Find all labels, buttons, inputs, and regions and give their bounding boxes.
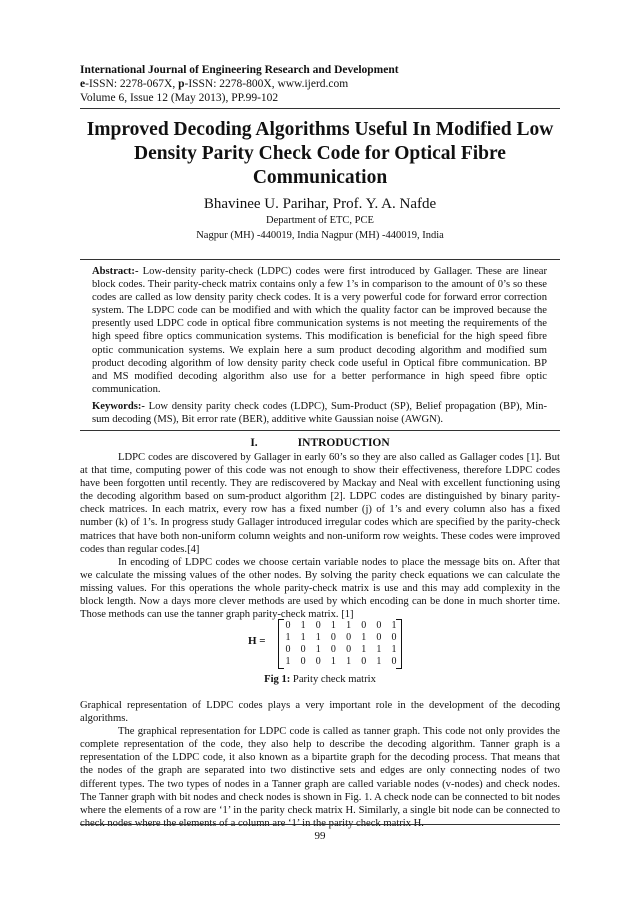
matrix-cell: 0: [300, 656, 306, 667]
matrix-cell: 0: [330, 644, 336, 655]
matrix-cell: 0: [361, 620, 367, 631]
matrix-row: [282, 620, 400, 632]
matrix-cell: 0: [285, 644, 291, 655]
matrix-cell: 0: [391, 632, 397, 643]
header-rule: [80, 108, 560, 109]
location: Nagpur (MH) -440019, India Nagpur (MH) -440019, India: [196, 230, 444, 241]
journal-name: International Journal of Engineering Research and Development: [80, 64, 399, 76]
matrix-cell: 1: [315, 632, 321, 643]
department: Department of ETC, PCE: [266, 215, 374, 226]
matrix-cell: 0: [391, 656, 397, 667]
matrix-cell: 0: [376, 632, 382, 643]
matrix-cell: 1: [315, 644, 321, 655]
intro-paragraph-3: Graphical representation of LDPC codes plays a very important role in the development of the decoding algorithms.: [80, 700, 560, 725]
matrix-cell: 1: [285, 656, 291, 667]
intro-paragraph-4: The graphical representation for LDPC code is called as tanner graph. This code not only provides the complete representation of the code, they also help to describe the decoding algorithm. Tanner graph is a representation of the LDPC code, it also known as a bipartite graph for the decoding process. That means that the nodes of the graph are separated into two distinctive sets and edges are only connecting nodes of two different types. The two types of nodes in a Tanner graph are called variable nodes (v-nodes) and check nodes. The Tanner graph with bit nodes and check nodes is shown in Fig. 1. A check node can be connected to bit nodes where the elements of a row are ‘1’ in the parity check matrix H. Similarly, a single bit node can be connected to check nodes where the elements of a column are ‘1’ in the parity check matrix H.: [80, 726, 560, 829]
matrix-cell: 0: [300, 644, 306, 655]
abstract-rule-top: [80, 259, 560, 260]
matrix-cell: 1: [300, 632, 306, 643]
section-heading: [80, 437, 560, 449]
title-line-2: Density Parity Check Code for Optical Fibre: [134, 143, 506, 164]
matrix-cell: 1: [346, 656, 352, 667]
matrix-cell: 0: [346, 644, 352, 655]
intro-paragraph-2: In encoding of LDPC codes we choose certain variable nodes to place the message bits on. After that we calculate the missing values of the other nodes. By solving the parity check equations we can calculate the missing values. For this operations the whole parity-check matrix is use and this may add complexity in the block length. Now a days more clever methods are used by which encoding can be done in much shorter time. Those methods can use the tanner graph parity-check matrix. [1]: [80, 556, 560, 621]
issn-line-b: -ISSN: 2278-800X, www.ijerd.com: [184, 78, 349, 90]
volume-line: Volume 6, Issue 12 (May 2013), PP.99-102: [80, 92, 279, 104]
matrix-label: H =: [248, 635, 266, 647]
matrix-cell: 1: [391, 644, 397, 655]
matrix-row: [282, 644, 400, 656]
footer-rule: [80, 824, 560, 825]
keywords-text: Low density parity check codes (LDPC), Sum-Product (SP), Belief propagation (BP), Min-sum decoding (MS), Bit error rate (BER), additive white Gaussian noise (AWGN).: [92, 401, 547, 426]
abstract-text: Low-density parity-check (LDPC) codes were first introduced by Gallager. These are linear block codes. Their parity-check matrix contains only a few 1’s in comparison to the amount of 0’s so these codes are called as low density parity check codes. It is a very powerful code for forward error correction system. The LDPC code can be modified and with which the quality factor can be improved because the presently used LDPC code in optical fibre communication systems is not meeting the requirements of the high speed fibre optics communication systems. This modification is beneficial for the high speed fibre optic communication systems. We explain here a sum product decoding algorithm and modified sum product decoding algorithm of low density parity check code useful in Optical fibre communication. BP and MS modified decoding algorithm also use for a better performance in high speed fibre optic communication.: [92, 266, 547, 395]
page-number: 99: [314, 830, 326, 842]
figure-caption: [80, 674, 560, 685]
paper-title: [70, 118, 570, 190]
matrix-cell: 0: [376, 620, 382, 631]
matrix-cell: 1: [285, 632, 291, 643]
matrix-cell: 1: [300, 620, 306, 631]
title-line-1: Improved Decoding Algorithms Useful In Modified Low: [86, 119, 554, 140]
abstract-label: Abstract:-: [92, 266, 139, 277]
abstract-rule-bottom: [80, 430, 560, 431]
matrix-cell: 1: [391, 620, 397, 631]
figure-caption-text: Parity check matrix: [290, 674, 376, 685]
intro-paragraphs-2: [80, 699, 560, 830]
matrix-row: [282, 656, 400, 668]
issn-line: [80, 77, 560, 91]
abstract: [92, 265, 547, 396]
intro-paragraphs-1: [80, 451, 560, 621]
intro-paragraph-1: LDPC codes are discovered by Gallager in early 60’s so they are also called as Gallager codes [1]. But at that time, computing power of this code was not enough to show their effectiveness, therefore LDPC codes have been forgotten until recently. They are rediscovered by Mackay and Neal with excellent functioning using the decoding algorithm based on sum-product algorithm [2]. LDPC codes are distinguished by binary parity-check matrices. In each matrix, every row has a fixed number (j) of 1’s and every column also has a fixed number (k) of 1’s. In progress study Gallager introduced irregular codes which are specified by the parity-check matrices that have both non-uniform column weights and non-uniform row weights. These codes were improved codes than regular codes.[4]: [80, 452, 560, 555]
matrix-cell: 1: [346, 620, 352, 631]
keywords-label: Keywords:-: [92, 401, 145, 412]
matrix-rows: [282, 620, 400, 668]
matrix-row: [282, 632, 400, 644]
section-title: INTRODUCTION: [297, 437, 390, 449]
matrix-cell: 1: [361, 632, 367, 643]
matrix-cell: 0: [315, 656, 321, 667]
authors: Bhavinee U. Parihar, Prof. Y. A. Nafde: [203, 196, 437, 212]
issn-prefix-e: e: [80, 78, 86, 90]
issn-line-a: -ISSN: 2278-067X,: [85, 78, 179, 90]
journal-header: [80, 63, 560, 105]
matrix-cell: 1: [330, 620, 336, 631]
keywords: [92, 400, 547, 426]
matrix-cell: 0: [346, 632, 352, 643]
matrix-cell: 0: [285, 620, 291, 631]
matrix-cell: 1: [361, 644, 367, 655]
matrix-cell: 0: [315, 620, 321, 631]
section-number: I.: [250, 437, 258, 449]
issn-prefix-p: p: [178, 78, 185, 90]
figure-label: Fig 1:: [264, 674, 291, 685]
matrix-cell: 1: [330, 656, 336, 667]
matrix-cell: 1: [376, 656, 382, 667]
matrix-cell: 0: [330, 632, 336, 643]
matrix-cell: 0: [361, 656, 367, 667]
title-line-3: Communication: [252, 167, 388, 188]
matrix-cell: 1: [376, 644, 382, 655]
